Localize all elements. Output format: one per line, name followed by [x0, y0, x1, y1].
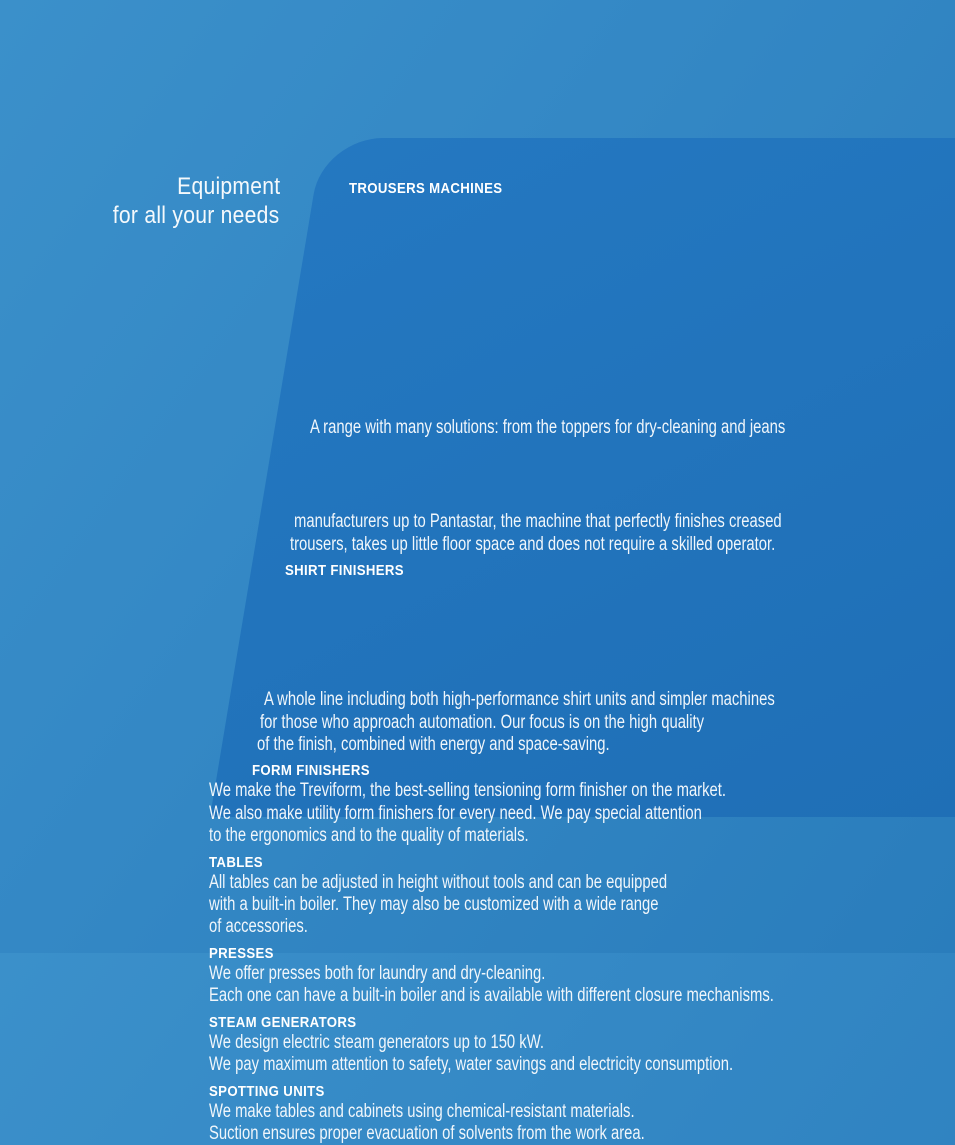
- section-title: FORM FINISHERS: [209, 762, 919, 780]
- section-text-line: We design electric steam generators up to 150 kW.: [209, 1032, 919, 1054]
- section-text-line: We also make utility form finishers for every need. We pay special attention: [209, 803, 919, 825]
- section-title: SHIRT FINISHERS: [209, 562, 919, 580]
- section-text-line: We make tables and cabinets using chemical-resistant materials.: [209, 1101, 919, 1123]
- section-text-line: of the finish, combined with energy and space-saving.: [209, 734, 919, 756]
- section-text-line: Suction ensures proper evacuation of solvents from the work area.: [209, 1123, 919, 1145]
- section-text-line: We make the Treviform, the best-selling tensioning form finisher on the market.: [209, 780, 919, 802]
- section-text-line: We offer presses both for laundry and dry-cleaning.: [209, 963, 919, 985]
- section-text-line: for those who approach automation. Our focus is on the high quality: [209, 712, 919, 734]
- equipment-sections: [209, 180, 919, 1145]
- section-title: TROUSERS MACHINES: [209, 180, 919, 198]
- section-text-line: with a built-in boiler. They may also be customized with a wide range: [209, 894, 919, 916]
- section-text-line: Each one can have a built-in boiler and is available with different closure mechanisms.: [209, 985, 919, 1007]
- section-steam-generators: [209, 1014, 919, 1077]
- section-title: STEAM GENERATORS: [209, 1014, 919, 1032]
- section-text-line: of accessories.: [209, 916, 919, 938]
- section-text-line: trousers, takes up little floor space and does not require a skilled operator.: [209, 534, 919, 556]
- section-title: TABLES: [209, 854, 919, 872]
- section-text-line: manufacturers up to Pantastar, the machine that perfectly finishes creased: [209, 439, 919, 533]
- page-title-line-1: Equipment: [90, 172, 280, 201]
- section-text-line: We pay maximum attention to safety, water savings and electricity consumption.: [209, 1054, 919, 1076]
- section-title: PRESSES: [209, 945, 919, 963]
- section-title: SPOTTING UNITS: [209, 1083, 919, 1101]
- section-tables: [209, 854, 919, 939]
- section-text-line: A range with many solutions: from the toppers for dry-cleaning and jeans: [209, 198, 919, 439]
- section-spotting-units: [209, 1083, 919, 1145]
- section-form-finishers: [209, 762, 919, 847]
- section-presses: [209, 945, 919, 1008]
- section-text-line: All tables can be adjusted in height without tools and can be equipped: [209, 872, 919, 894]
- section-text-line: A whole line including both high-performance shirt units and simpler machines: [209, 580, 919, 711]
- section-text-line: to the ergonomics and to the quality of materials.: [209, 825, 919, 847]
- page-title-line-2: for all your needs: [90, 201, 280, 230]
